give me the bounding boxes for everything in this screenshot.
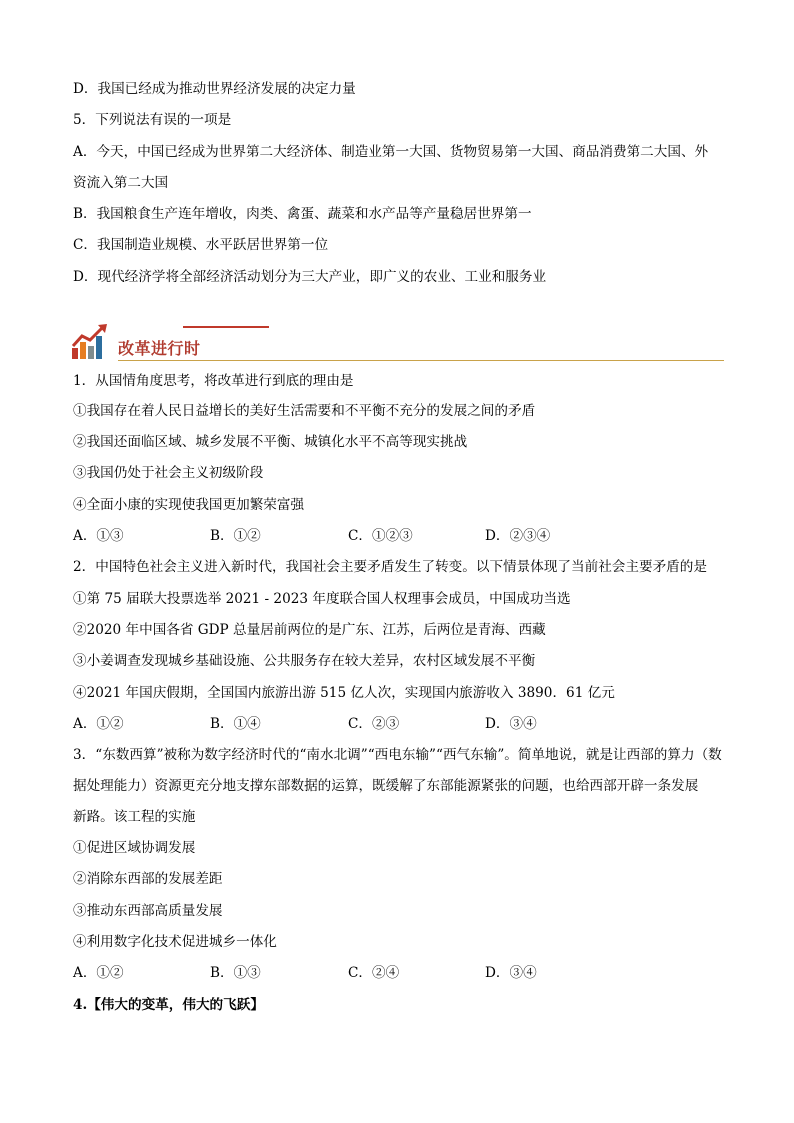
question-5-option-b: B．我国粮食生产连年增收，肉类、禽蛋、蔬菜和水产品等产量稳居世界第一 (73, 206, 532, 222)
s3-item-1: ①促进区域协调发展 (73, 840, 196, 856)
s2-item-4: ④2021 年国庆假期，全国国内旅游出游 515 亿人次，实现国内旅游收入 3890．61 亿元 (73, 685, 615, 701)
rising-chart-icon (70, 322, 110, 360)
s2-item-1: ①第 75 届联大投票选举 2021 - 2023 年度联合国人权理事会成员，中国成功当选 (73, 591, 571, 607)
s4-stem: 4.【伟大的变革，伟大的飞跃】 (73, 997, 264, 1013)
question-5-option-a-line2: 资流入第二大国 (73, 175, 169, 191)
s3-option-a: A．①② (73, 965, 124, 981)
s3-stem-line1: 3．“东数西算”被称为数字经济时代的“南水北调”“西电东输”“西气东输”。简单地说，就是让西部的算力（数 (73, 747, 722, 763)
question-5-option-c: C．我国制造业规模、水平跃居世界第一位 (73, 237, 329, 253)
section-top-accent-line (183, 326, 269, 328)
s1-option-b: B．①② (210, 528, 261, 544)
s1-stem: 1．从国情角度思考，将改革进行到底的理由是 (73, 373, 354, 389)
s1-item-3: ③我国仍处于社会主义初级阶段 (73, 465, 264, 481)
prev-question-option-d: D．我国已经成为推动世界经济发展的决定力量 (73, 81, 356, 97)
s2-option-c: C．②③ (348, 716, 400, 732)
section-divider (118, 360, 724, 361)
s3-option-c: C．②④ (348, 965, 400, 981)
s3-stem-line3: 新路。该工程的实施 (73, 809, 196, 825)
s2-item-3: ③小姜调查发现城乡基础设施、公共服务存在较大差异，农村区域发展不平衡 (73, 653, 536, 669)
section-header (70, 322, 724, 362)
s1-option-c: C．①②③ (348, 528, 413, 544)
s3-item-4: ④利用数字化技术促进城乡一体化 (73, 934, 277, 950)
s1-item-4: ④全面小康的实现使我国更加繁荣富强 (73, 497, 305, 513)
s3-item-3: ③推动东西部高质量发展 (73, 903, 223, 919)
s2-option-a: A．①② (73, 716, 124, 732)
question-5-option-a-line1: A．今天，中国已经成为世界第二大经济体、制造业第一大国、货物贸易第一大国、商品消费第二大国、外 (73, 144, 709, 160)
s2-item-2: ②2020 年中国各省 GDP 总量居前两位的是广东、江苏，后两位是青海、西藏 (73, 622, 546, 638)
s2-stem: 2．中国特色社会主义进入新时代，我国社会主要矛盾发生了转变。以下情景体现了当前社会主要矛盾的是 (73, 559, 707, 575)
section-title: 改革进行时 (118, 339, 201, 358)
s3-option-b: B．①③ (210, 965, 261, 981)
question-5-option-d: D．现代经济学将全部经济活动划分为三大产业，即广义的农业、工业和服务业 (73, 269, 547, 285)
s2-option-d: D．③④ (485, 716, 537, 732)
s1-option-a: A．①③ (73, 528, 124, 544)
s3-option-d: D．③④ (485, 965, 537, 981)
s1-item-2: ②我国还面临区域、城乡发展不平衡、城镇化水平不高等现实挑战 (73, 434, 468, 450)
s3-item-2: ②消除东西部的发展差距 (73, 871, 223, 887)
s3-stem-line2: 据处理能力）资源更充分地支撑东部数据的运算，既缓解了东部能源紧张的问题，也给西部开辟一条发展 (73, 778, 699, 794)
s1-option-d: D．②③④ (485, 528, 551, 544)
s2-option-b: B．①④ (210, 716, 261, 732)
question-5-stem: 5．下列说法有误的一项是 (73, 112, 232, 128)
s1-item-1: ①我国存在着人民日益增长的美好生活需要和不平衡不充分的发展之间的矛盾 (73, 403, 536, 419)
